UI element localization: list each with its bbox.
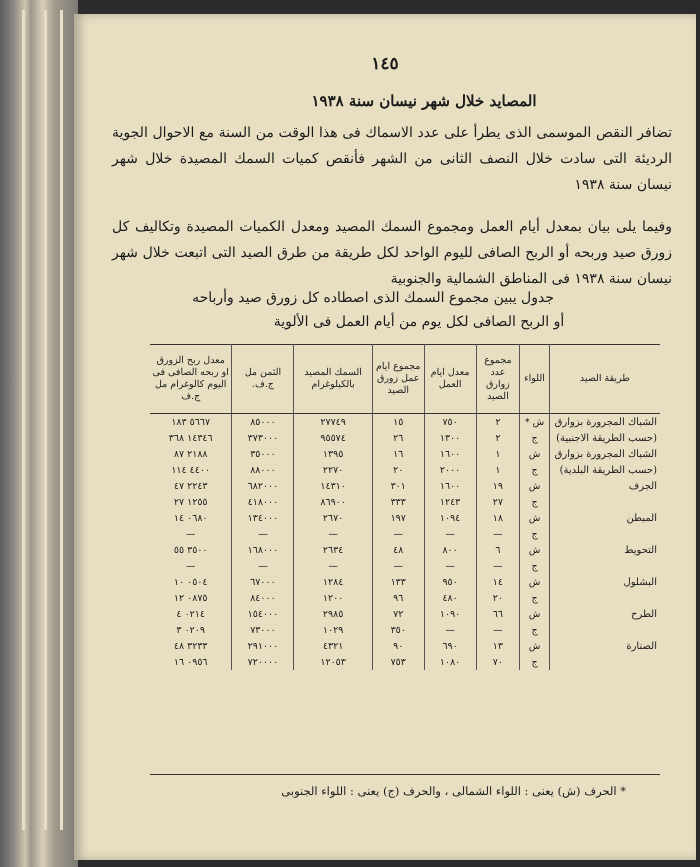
cell-boats: ٢٠ (476, 590, 520, 606)
cell-catch: ٢٦٣٤ (294, 542, 372, 558)
cell-total-days: ٩٦ (372, 590, 424, 606)
cell-avg-days: ٦٩٠ (424, 638, 476, 654)
header-profit: معدل ربح الزورق او ربحه الصافى فى اليوم كالوغرام مل ج.ف (150, 345, 232, 414)
table-row (150, 574, 660, 590)
cell-catch: ١٢٠٥٣ (294, 654, 372, 670)
cell-profit: ١٤٣٤٦ ٣٦٨ (168, 432, 213, 444)
cell-boats: — (476, 622, 520, 638)
cell-method (549, 622, 660, 638)
cell-catch: ٢٢٧٠ (294, 462, 372, 478)
cell-profit: ٠٩٥٦ ١٦ (173, 656, 208, 668)
cell-price: ٢٩١٠٠٠ (232, 638, 294, 654)
cell-profit: ٣٢٣٣ ٤٨ (173, 640, 208, 652)
header-price: الثمن مل ج.ف. (232, 345, 294, 414)
cell-avg-days: ١٢٤٣ (424, 494, 476, 510)
cell-method (549, 558, 660, 574)
cell-catch: ١٢٠٠ (294, 590, 372, 606)
cell-method: الشباك المجرورة بزوارق (549, 446, 660, 462)
cell-method: المبطن (549, 510, 660, 526)
cell-catch: ١٣٩٥ (294, 446, 372, 462)
cell-method: التحويط (549, 542, 660, 558)
cell-district: ش (520, 510, 549, 526)
cell-price: ٦٨٢٠٠٠ (232, 478, 294, 494)
cell-district: ج (520, 430, 549, 446)
cell-price: ٨٤٠٠٠ (232, 590, 294, 606)
cell-avg-days: ٨٠٠ (424, 542, 476, 558)
cell-catch: ٢٩٨٥ (294, 606, 372, 622)
cell-district: ج (520, 558, 549, 574)
cell-profit: ٠٦٨٠ ١٤ (173, 512, 208, 524)
cell-catch: ٤٣٢١ (294, 638, 372, 654)
cell-district: ش (520, 574, 549, 590)
cell-avg-days: ١٦٠٠ (424, 478, 476, 494)
page-edge (44, 10, 47, 830)
cell-total-days: ٣٠١ (372, 478, 424, 494)
cell-total-days: ٣٥٠ (372, 622, 424, 638)
table-row (150, 430, 660, 446)
header-district: اللواء (520, 345, 549, 414)
cell-method (549, 526, 660, 542)
book-page (74, 14, 696, 860)
table-caption-2: أو الربح الصافى لكل يوم من أيام العمل فى الألوية (273, 314, 565, 330)
cell-avg-days: ١٠٨٠ (424, 654, 476, 670)
table-row (150, 558, 660, 574)
fishing-table (150, 344, 660, 670)
cell-district: ج (520, 526, 549, 542)
cell-total-days: ٧٥٣ (372, 654, 424, 670)
cell-boats: ١٣ (476, 638, 520, 654)
cell-boats: ٢ (476, 430, 520, 446)
cell-avg-days: ٩٥٠ (424, 574, 476, 590)
cell-total-days: ١٣٣ (372, 574, 424, 590)
cell-price: ٤١٨٠٠٠ (232, 494, 294, 510)
page-number: ١٤٥ (371, 54, 399, 74)
cell-district: ج (520, 622, 549, 638)
cell-price: — (232, 558, 294, 574)
cell-boats: ٢٧ (476, 494, 520, 510)
cell-price: ١٣٤٠٠٠ (232, 510, 294, 526)
header-boats: مجموع عدد زوارق الصيد (476, 345, 520, 414)
cell-avg-days: ١٣٠٠ (424, 430, 476, 446)
cell-avg-days: — (424, 622, 476, 638)
cell-method: البشلول (549, 574, 660, 590)
cell-catch: — (294, 558, 372, 574)
cell-total-days: — (372, 526, 424, 542)
header-method: طريقة الصيد (549, 345, 660, 414)
table-row (150, 606, 660, 622)
table-caption-1: جدول يبين مجموع السمك الذى اصطاده كل زورق صيد وأرباحه (192, 290, 554, 306)
page-title: المصايد خلال شهر نيسان سنة ١٩٣٨ (311, 92, 537, 110)
cell-price: ٣٥٠٠٠ (232, 446, 294, 462)
cell-district: ش * (520, 414, 549, 431)
footnote: * الحرف (ش) يعنى : اللواء الشمالى ، والحرف (ج) يعنى : اللواء الجنوبى (281, 784, 626, 798)
cell-total-days: ٧٢ (372, 606, 424, 622)
table-row (150, 414, 660, 431)
cell-profit: — (185, 528, 196, 540)
cell-price: ٨٥٠٠٠ (232, 414, 294, 431)
header-avg-days: معدل ايام العمل (424, 345, 476, 414)
header-total-days: مجموع ايام عمل زورق الصيد (372, 345, 424, 414)
cell-profit: ٢٢٤٣ ٤٧ (173, 480, 208, 492)
cell-catch: ٨٦٩٠٠ (294, 494, 372, 510)
cell-avg-days: ٢٠٠٠ (424, 462, 476, 478)
table-row (150, 462, 660, 478)
cell-boats: — (476, 558, 520, 574)
cell-boats: ٢ (476, 414, 520, 431)
paragraph-2: وفيما يلى بيان بمعدل أيام العمل ومجموع السمك المصيد ومعدل الكميات المصيدة وتكاليف كل زورق صيد وربحه أو الربح الصافى لليوم الواحد لكل طريقة من طرق الصيد التى اتبعت خلال شهر نيسان سنة ١٩٣٨ فى المناطق الشمالية والجنوبية (112, 219, 672, 287)
cell-total-days: ٤٨ (372, 542, 424, 558)
cell-method: الصنارة (549, 638, 660, 654)
cell-avg-days: — (424, 558, 476, 574)
cell-price: ٦٧٠٠٠ (232, 574, 294, 590)
cell-boats: ١٩ (476, 478, 520, 494)
cell-price: ٨٨٠٠٠ (232, 462, 294, 478)
cell-profit: — (185, 560, 196, 572)
cell-catch: ٢٦٧٠ (294, 510, 372, 526)
cell-profit: ٠٨٧٥ ١٢ (173, 592, 208, 604)
cell-district: ش (520, 606, 549, 622)
cell-price: ١٦٨٠٠٠ (232, 542, 294, 558)
page-edge (22, 10, 25, 830)
cell-price: ٧٢٠٠٠٠ (232, 654, 294, 670)
cell-catch: — (294, 526, 372, 542)
table-row (150, 494, 660, 510)
cell-method: (حسب الطريقة البلدية) (549, 462, 660, 478)
table-header-row (150, 345, 660, 414)
cell-boats: ١٨ (476, 510, 520, 526)
cell-avg-days: ١٠٩٠ (424, 606, 476, 622)
table-row (150, 526, 660, 542)
cell-method: (حسب الطريقة الاجنبية) (549, 430, 660, 446)
cell-price: — (232, 526, 294, 542)
cell-profit: ٣٥٠٠ ٥٥ (173, 544, 208, 556)
book-spine (0, 0, 78, 867)
cell-district: ج (520, 462, 549, 478)
cell-total-days: — (372, 558, 424, 574)
cell-total-days: ٢٠ (372, 462, 424, 478)
cell-district: ج (520, 654, 549, 670)
header-catch: السمك المصيد بالكيلوغرام (294, 345, 372, 414)
cell-profit: ٠٢١٤ ٤ (176, 608, 205, 620)
cell-method: الشباك المجرورة بزوارق (549, 414, 660, 431)
page-edge (60, 10, 63, 830)
cell-catch: ٩٥٥٧٤ (294, 430, 372, 446)
cell-profit: ٥٦٦٧ ١٨٣ (171, 416, 211, 428)
cell-profit: ١٢٥٥ ٢٧ (173, 496, 208, 508)
cell-district: ش (520, 446, 549, 462)
cell-method (549, 654, 660, 670)
paragraph-1: تضافر النقص الموسمى الذى يطرأ على عدد الاسماك فى هذا الوقت من السنة مع الاحوال الجوية الرديئة التى سادت خلال النصف الثانى من الشهر فأنقص كميات السمك المصيدة خلال شهر نيسان سنة ١٩٣٨ (112, 125, 672, 193)
cell-boats: — (476, 526, 520, 542)
cell-catch: ٢٧٧٤٩ (294, 414, 372, 431)
cell-avg-days: ١٦٠٠ (424, 446, 476, 462)
cell-total-days: ٩٠ (372, 638, 424, 654)
cell-profit: ٤٤٠٠ ١١٤ (171, 464, 211, 476)
cell-total-days: ١٥ (372, 414, 424, 431)
cell-price: ٧٣٠٠٠ (232, 622, 294, 638)
cell-total-days: ١٩٧ (372, 510, 424, 526)
cell-catch: ١٤٣١٠ (294, 478, 372, 494)
cell-boats: ٦ (476, 542, 520, 558)
table-bottom-rule (150, 774, 660, 775)
cell-catch: ١٢٨٤ (294, 574, 372, 590)
cell-profit: ٠٥٠٤ ١٠ (173, 576, 208, 588)
cell-district: ش (520, 542, 549, 558)
cell-price: ٣٧٣٠٠٠ (232, 430, 294, 446)
cell-method (549, 590, 660, 606)
table-row (150, 654, 660, 670)
table-row (150, 478, 660, 494)
cell-district: ج (520, 590, 549, 606)
table-row (150, 510, 660, 526)
table-row (150, 590, 660, 606)
cell-boats: ١ (476, 462, 520, 478)
cell-boats: ٦٦ (476, 606, 520, 622)
cell-avg-days: ١٠٩٤ (424, 510, 476, 526)
cell-boats: ١ (476, 446, 520, 462)
table-row (150, 638, 660, 654)
table-row (150, 622, 660, 638)
cell-district: ج (520, 494, 549, 510)
cell-method (549, 494, 660, 510)
cell-catch: ١٠٢٩ (294, 622, 372, 638)
cell-district: ش (520, 478, 549, 494)
cell-boats: ١٤ (476, 574, 520, 590)
cell-boats: ٧٠ (476, 654, 520, 670)
cell-profit: ٢١٨٨ ٨٧ (173, 448, 208, 460)
cell-district: ش (520, 638, 549, 654)
cell-total-days: ٢٦ (372, 430, 424, 446)
cell-avg-days: ٤٨٠ (424, 590, 476, 606)
table-row (150, 542, 660, 558)
cell-avg-days: — (424, 526, 476, 542)
cell-method: الطرح (549, 606, 660, 622)
cell-total-days: ٣٣٣ (372, 494, 424, 510)
table-row (150, 446, 660, 462)
cell-profit: ٠٢٠٩ ٣ (176, 624, 205, 636)
cell-price: ١٥٤٠٠٠ (232, 606, 294, 622)
cell-avg-days: ٧٥٠ (424, 414, 476, 431)
cell-total-days: ١٦ (372, 446, 424, 462)
cell-method: الجرف (549, 478, 660, 494)
